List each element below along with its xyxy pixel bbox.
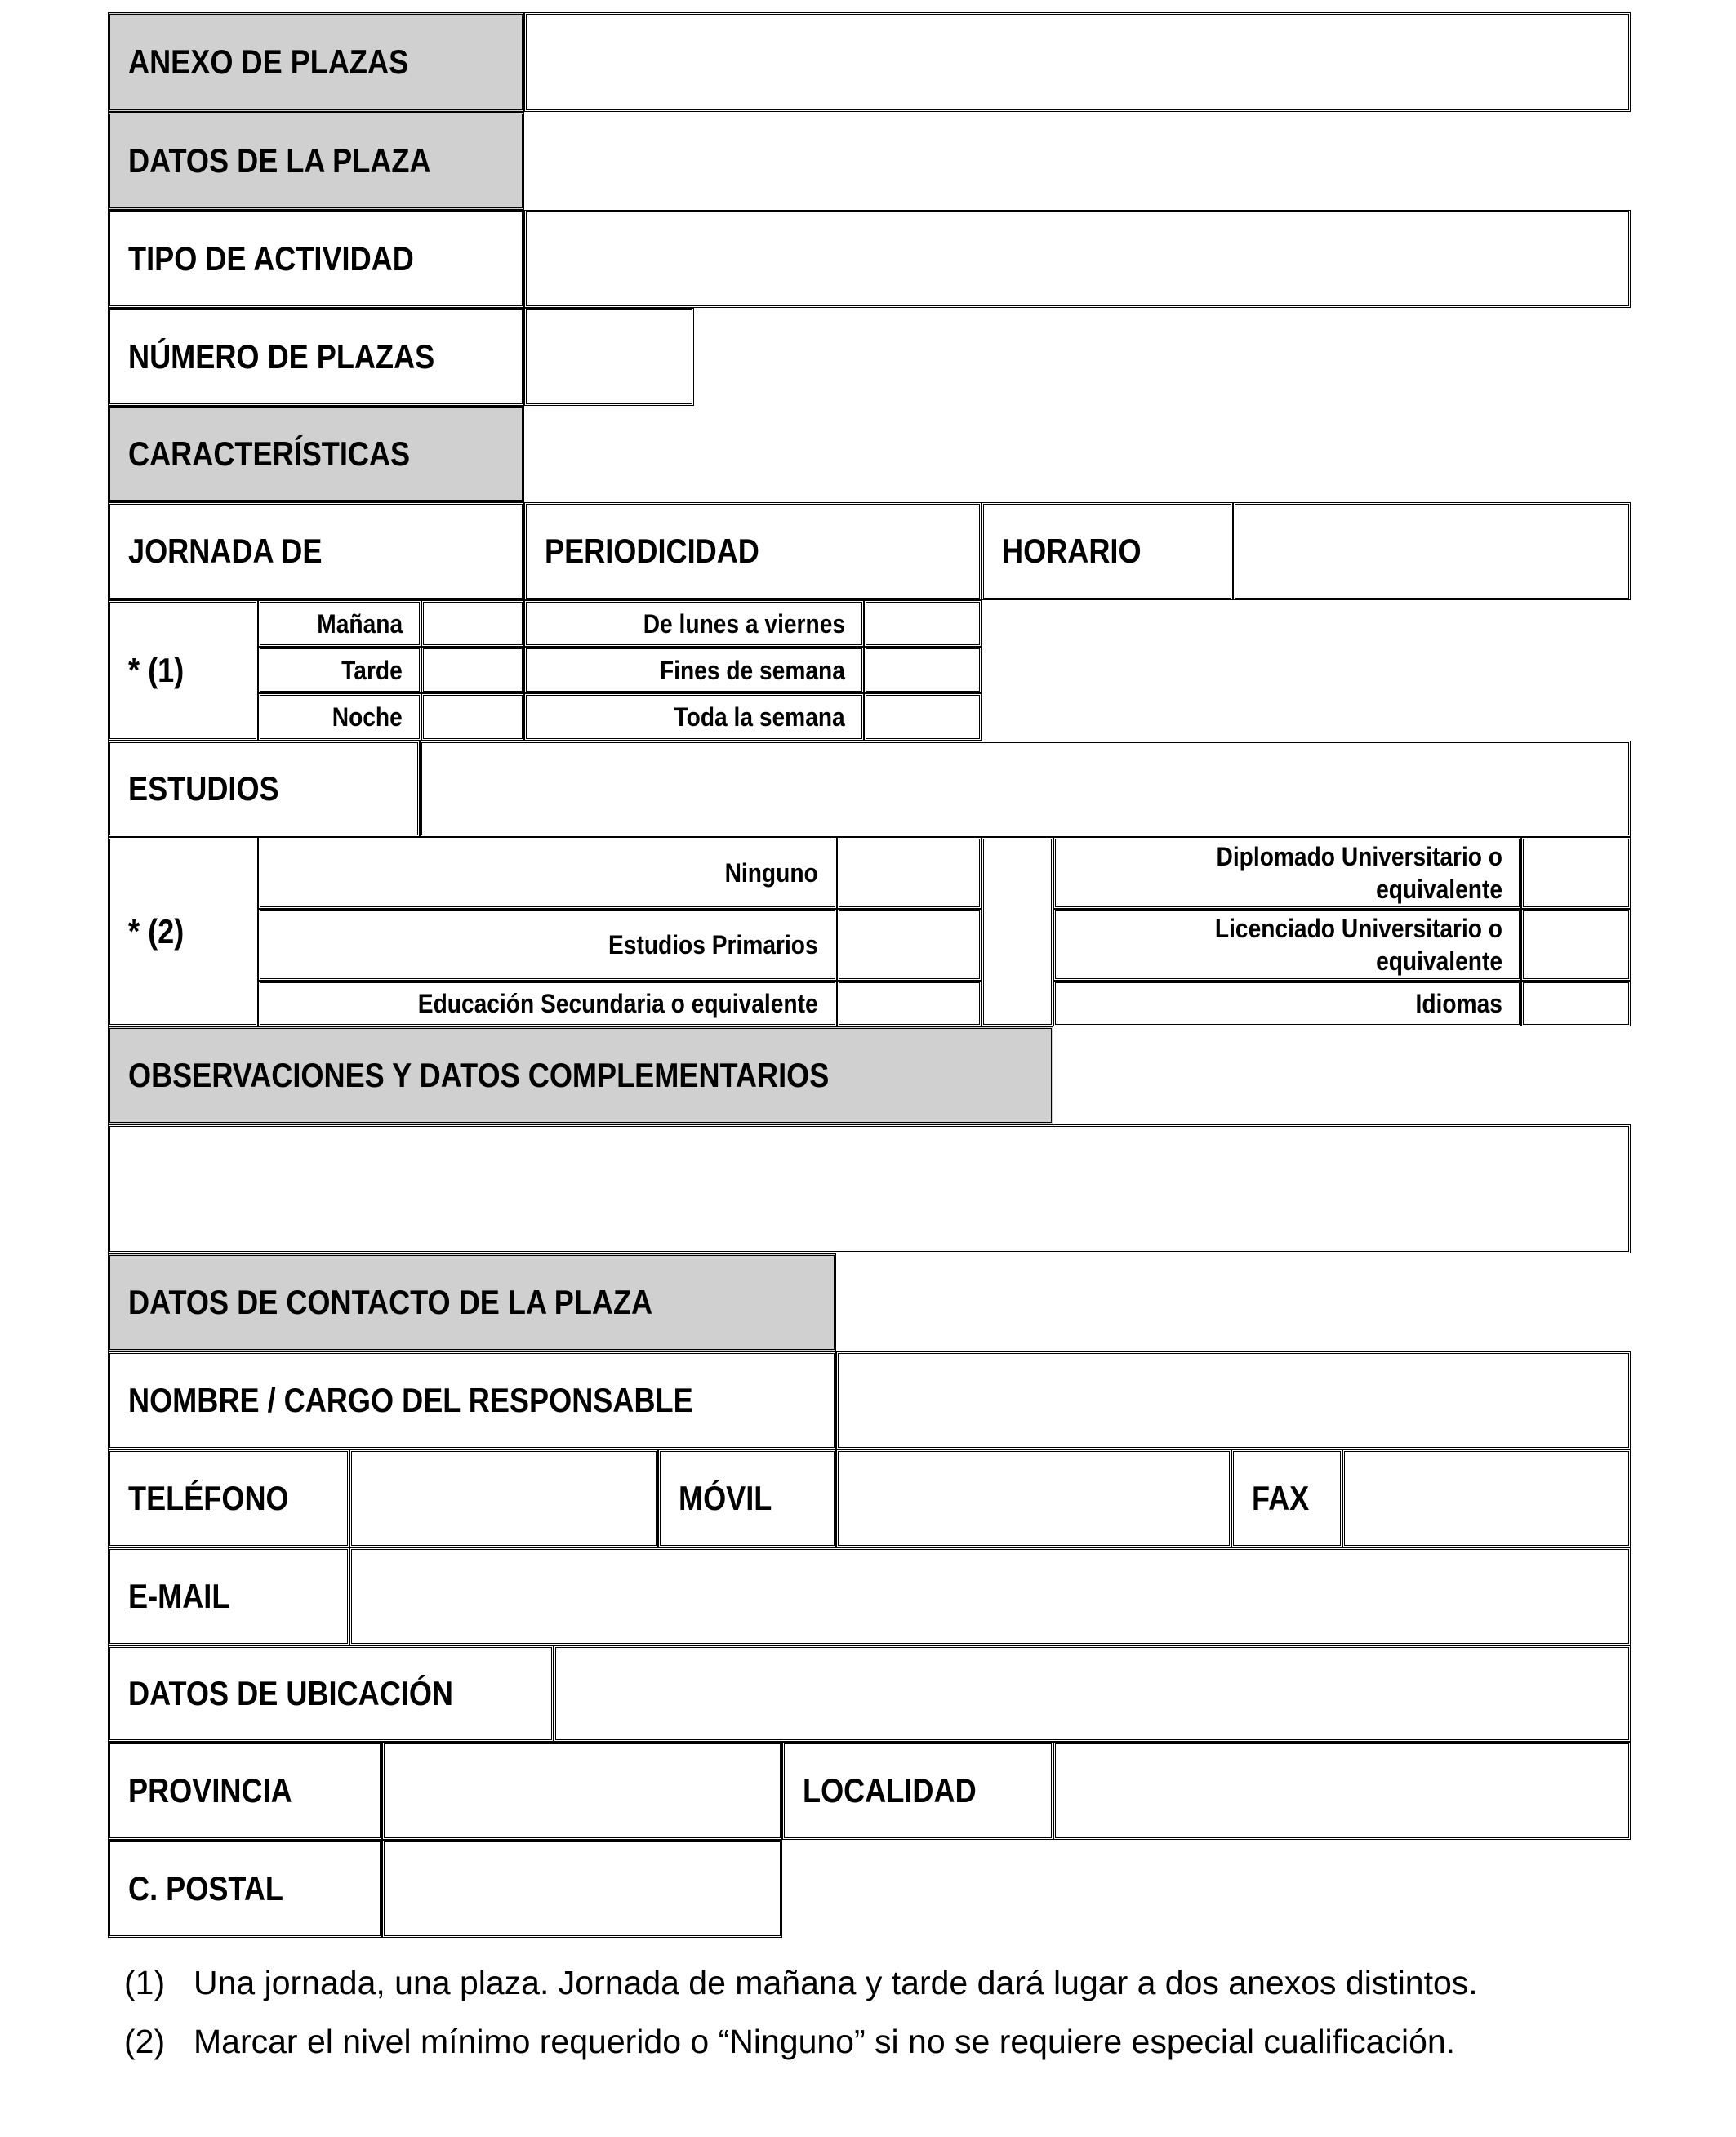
fax-field[interactable] [1342,1449,1631,1547]
anexo-de-plazas-label-cell [108,12,524,112]
periodicidad-option-label: Toda la semana [674,702,845,732]
periodicidad-option-label-cell [524,600,864,647]
jornada-de-label: JORNADA DE [128,532,323,570]
numero-de-plazas-label-cell [108,308,524,406]
mark-2-label: * (2) [128,912,185,951]
provincia-field[interactable] [382,1742,782,1840]
footnote-2 [124,2023,1455,2061]
jornada-option-label-cell [258,647,421,693]
estudios-option-label-cell [258,981,837,1026]
jornada-option-checkbox[interactable] [421,600,524,647]
observaciones-label: OBSERVACIONES Y DATOS COMPLEMENTARIOS [128,1056,830,1094]
fax-label-cell [1231,1449,1342,1547]
horario-label-cell [982,502,1233,600]
periodicidad-option-checkbox[interactable] [864,647,982,693]
jornada-option-label-cell [258,600,421,647]
provincia-label: PROVINCIA [128,1771,292,1810]
jornada-option-checkbox[interactable] [421,693,524,741]
numero-de-plazas-field[interactable] [524,308,694,406]
periodicidad-option-label: Fines de semana [660,655,845,685]
estudios-spacer-cell [982,837,1053,1026]
estudios-option-checkbox[interactable] [837,981,982,1026]
localidad-label: LOCALIDAD [803,1771,977,1810]
periodicidad-option-checkbox[interactable] [864,600,982,647]
movil-field[interactable] [836,1449,1231,1547]
fax-label: FAX [1252,1479,1310,1517]
estudios-option-label: Estudios Primarios [608,930,818,959]
estudios-label: ESTUDIOS [128,769,279,808]
periodicidad-label-cell [524,502,982,600]
anexo-de-plazas-label: ANEXO DE PLAZAS [128,42,409,81]
provincia-label-cell [108,1742,382,1840]
jornada-de-label-cell [108,502,524,600]
email-label: E-MAIL [128,1577,230,1615]
horario-field[interactable] [1233,502,1631,600]
nombre-cargo-label-cell [108,1351,836,1449]
tipo-de-actividad-label-cell [108,210,524,308]
c-postal-label: C. POSTAL [128,1869,283,1908]
periodicidad-option-checkbox[interactable] [864,693,982,741]
estudios-option-label-cell [1053,981,1521,1026]
estudios-option-label: Educación Secundaria o equivalente [418,989,818,1018]
jornada-option-label-cell [258,693,421,741]
estudios-option-label: Ninguno [724,858,818,888]
tipo-de-actividad-field[interactable] [524,210,1631,308]
jornada-option-label: Mañana [317,608,403,639]
datos-contacto-label-cell [108,1253,836,1351]
jornada-option-checkbox[interactable] [421,647,524,693]
observaciones-label-cell [108,1026,1053,1124]
anexo-de-plazas-field[interactable] [524,12,1631,112]
localidad-label-cell [782,1742,1053,1840]
datos-ubicacion-label: DATOS DE UBICACIÓN [128,1674,454,1712]
caracteristicas-label: CARACTERÍSTICAS [128,434,411,473]
telefono-field[interactable] [349,1449,658,1547]
jornada-option-label: Tarde [341,655,403,685]
telefono-label-cell [108,1449,349,1547]
c-postal-field[interactable] [382,1840,782,1938]
estudios-label-cell [108,741,420,837]
email-label-cell [108,1547,349,1645]
estudios-option-label-cell [258,837,837,909]
estudios-option-checkbox[interactable] [1521,981,1631,1026]
observaciones-field[interactable] [108,1124,1631,1253]
estudios-option-label: Diplomado Universitario o equivalente [1216,842,1502,904]
mark-2-cell [108,837,258,1026]
estudios-option-label-cell [258,909,837,981]
datos-de-la-plaza-label-cell [108,112,524,210]
footnote-2-text: Marcar el nivel mínimo requerido o “Ninguno” si no se requiere especial cualificación. [194,2023,1456,2060]
estudios-option-label-cell [1053,909,1521,981]
nombre-cargo-label: NOMBRE / CARGO DEL RESPONSABLE [128,1381,693,1419]
footnote-1-text: Una jornada, una plaza. Jornada de mañana y tarde dará lugar a dos anexos distintos. [194,1964,1478,2001]
mark-1-label: * (1) [128,651,185,689]
horario-label: HORARIO [1002,532,1142,570]
mark-1-cell [108,600,258,741]
tipo-de-actividad-label: TIPO DE ACTIVIDAD [128,239,414,278]
estudios-option-checkbox[interactable] [1521,909,1631,981]
periodicidad-option-label: De lunes a viernes [643,608,845,639]
email-field[interactable] [349,1547,1631,1645]
estudios-option-label: Idiomas [1415,989,1502,1018]
periodicidad-option-label-cell [524,647,864,693]
movil-label: MÓVIL [679,1479,772,1517]
periodicidad-label: PERIODICIDAD [545,532,759,570]
nombre-cargo-field[interactable] [836,1351,1631,1449]
estudios-option-checkbox[interactable] [837,909,982,981]
movil-label-cell [658,1449,836,1547]
estudios-field[interactable] [420,741,1631,837]
estudios-option-label-cell [1053,837,1521,909]
estudios-option-label: Licenciado Universitario o equivalente [1214,914,1502,976]
estudios-option-checkbox[interactable] [837,837,982,909]
estudios-option-checkbox[interactable] [1521,837,1631,909]
datos-ubicacion-label-cell [108,1645,554,1742]
datos-de-la-plaza-label: DATOS DE LA PLAZA [128,141,431,180]
footnote-1 [124,1964,1478,2002]
c-postal-label-cell [108,1840,382,1938]
datos-ubicacion-field[interactable] [554,1645,1631,1742]
telefono-label: TELÉFONO [128,1479,289,1517]
numero-de-plazas-label: NÚMERO DE PLAZAS [128,337,435,376]
footnote-1-number: (1) [124,1964,166,2001]
periodicidad-option-label-cell [524,693,864,741]
datos-contacto-label: DATOS DE CONTACTO DE LA PLAZA [128,1283,653,1321]
localidad-field[interactable] [1053,1742,1631,1840]
jornada-option-label: Noche [332,702,403,732]
footnote-2-number: (2) [124,2023,166,2060]
caracteristicas-label-cell [108,406,524,502]
